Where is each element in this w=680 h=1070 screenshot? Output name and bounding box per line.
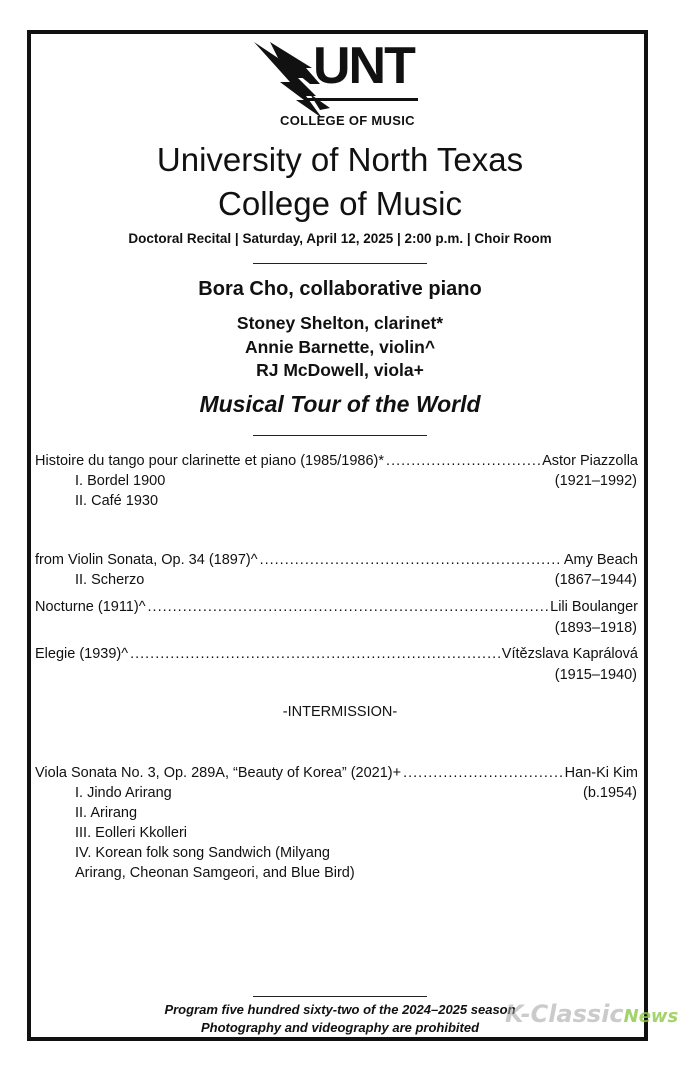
work-row (35, 597, 638, 617)
movement: II. Scherzo (75, 572, 145, 588)
program-title: Musical Tour of the World (199, 391, 481, 417)
composer-dates: (1867–1944) (554, 572, 637, 588)
logo-divider (306, 98, 418, 101)
divider-middle (253, 435, 427, 436)
logo-wordmark: UNT (313, 37, 414, 95)
work-title: Nocturne (1911)^ (35, 599, 146, 615)
composer-name: Vítězslava Kaprálová (501, 646, 638, 662)
dot-leader (386, 451, 540, 471)
divider-bottom (253, 996, 427, 997)
dot-leader (130, 644, 500, 664)
composer-name: Amy Beach (563, 552, 638, 568)
watermark-text: K-Classic (505, 1000, 624, 1028)
work-title: Histoire du tango pour clarinette et piano (1985/1986)* (35, 453, 385, 469)
movement: II. Arirang (75, 805, 138, 821)
dot-leader (148, 597, 549, 617)
footer-season: Program five hundred sixty-two of the 2024–2025 season (164, 1002, 516, 1017)
work-title: Viola Sonata No. 3, Op. 289A, “Beauty of Korea” (2021)+ (35, 765, 402, 781)
composer-dates: (1921–1992) (554, 473, 637, 489)
watermark (505, 1000, 678, 1028)
composer-dates: (1915–1940) (554, 667, 637, 683)
work-title: from Violin Sonata, Op. 34 (1897)^ (35, 552, 258, 568)
performer-2: Annie Barnette, violin^ (244, 337, 436, 357)
movement: I. Jindo Arirang (75, 785, 172, 801)
work-row (35, 451, 638, 471)
performer-1: Stoney Shelton, clarinet* (236, 313, 444, 333)
work-row (35, 550, 638, 570)
movement: IV. Korean folk song Sandwich (Milyang (75, 845, 330, 861)
movement: I. Bordel 1900 (75, 473, 166, 489)
performer-3: RJ McDowell, viola+ (256, 360, 424, 380)
divider-top (253, 263, 427, 264)
title-line-1: University of North Texas (156, 141, 524, 178)
composer-name: Astor Piazzolla (542, 453, 638, 469)
dot-leader (403, 763, 563, 783)
composer-name: Lili Boulanger (550, 599, 638, 615)
watermark-suffix: News (623, 1006, 679, 1027)
work-row (35, 644, 638, 664)
footer-notice: Photography and videography are prohibited (200, 1020, 480, 1035)
movement: III. Eolleri Kkolleri (75, 825, 188, 841)
movement: II. Café 1930 (75, 493, 159, 509)
logo-subtitle: COLLEGE OF MUSIC (280, 113, 415, 128)
intermission: -INTERMISSION- (282, 704, 398, 720)
dot-leader (260, 550, 562, 570)
composer-dates: (b.1954) (582, 785, 637, 801)
composer-dates: (1893–1918) (554, 620, 637, 636)
movement: Arirang, Cheonan Samgeori, and Blue Bird) (75, 865, 355, 881)
event-info: Doctoral Recital | Saturday, April 12, 2025 | 2:00 p.m. | Choir Room (128, 231, 552, 246)
main-performer: Bora Cho, collaborative piano (198, 278, 482, 300)
title-line-2: College of Music (218, 185, 462, 222)
composer-name: Han-Ki Kim (564, 765, 638, 781)
work-title: Elegie (1939)^ (35, 646, 129, 662)
work-row (35, 763, 638, 783)
